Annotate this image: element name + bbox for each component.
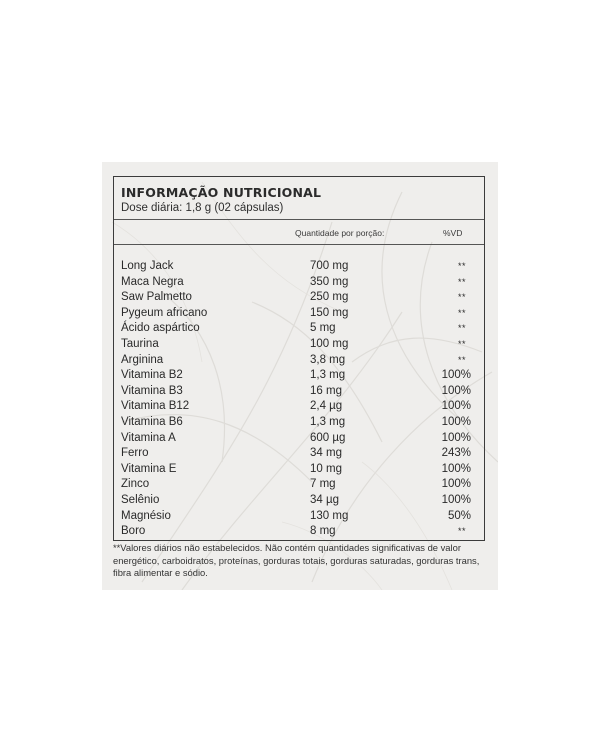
nutrient-vd: ** — [457, 276, 466, 287]
nutrient-vd: 243% — [441, 447, 471, 460]
nutrient-quantity: 100 mg — [310, 337, 349, 350]
nutrient-vd: 100% — [441, 493, 471, 506]
nutrient-quantity: 10 mg — [310, 462, 342, 475]
nutrient-name: Saw Palmetto — [121, 291, 192, 304]
table-row — [114, 399, 484, 415]
nutrition-label-card — [102, 162, 498, 590]
table-row — [114, 353, 484, 369]
table-row — [114, 368, 484, 384]
quantity-column-header: Quantidade por porção: — [295, 228, 385, 238]
nutrient-quantity: 7 mg — [310, 478, 336, 491]
nutrient-vd: ** — [457, 261, 466, 271]
nutrient-name: Zinco — [121, 478, 150, 491]
nutrient-name: Ferro — [121, 447, 149, 460]
nutrient-name: Arginina — [121, 353, 164, 366]
nutrient-name: Ácido aspártico — [121, 322, 200, 335]
table-row — [114, 321, 484, 337]
nutrient-vd: ** — [457, 323, 466, 334]
nutrient-quantity: 1,3 mg — [310, 369, 346, 382]
dose-subtitle: Dose diária: 1,8 g (02 cápsulas) — [121, 202, 284, 214]
nutrient-quantity: 3,8 mg — [310, 353, 346, 366]
table-row — [114, 384, 484, 400]
table-row — [114, 462, 484, 478]
nutrient-quantity: 8 mg — [310, 525, 336, 538]
nutrient-quantity: 700 mg — [310, 260, 349, 272]
nutrient-vd: 100% — [441, 400, 471, 413]
nutrient-quantity: 1,3 mg — [310, 415, 346, 428]
nutrient-name: Vitamina B3 — [121, 384, 183, 397]
table-row — [114, 259, 484, 275]
nutrient-vd: 100% — [441, 369, 471, 382]
table-row — [114, 275, 484, 291]
nutrient-vd: ** — [457, 307, 466, 318]
table-row — [114, 446, 484, 462]
nutrient-vd: ** — [457, 338, 466, 349]
table-row — [114, 290, 484, 306]
nutrient-quantity: 5 mg — [310, 322, 336, 335]
nutrient-vd: ** — [457, 526, 466, 537]
nutrient-name: Vitamina B12 — [121, 400, 190, 413]
table-row — [114, 337, 484, 353]
nutrient-name: Vitamina E — [121, 462, 177, 475]
nutrient-vd: 100% — [441, 462, 471, 475]
nutrient-name: Pygeum africano — [121, 306, 208, 319]
nutrient-name: Taurina — [121, 337, 159, 350]
nutrition-facts-panel — [113, 176, 485, 541]
nutrient-vd: ** — [457, 292, 466, 303]
table-row — [114, 306, 484, 322]
nutrient-name: Boro — [121, 525, 146, 538]
nutrient-name: Long Jack — [121, 260, 174, 272]
nutrient-quantity: 130 mg — [310, 509, 349, 522]
nutrient-name: Vitamina B6 — [121, 415, 183, 428]
nutrient-vd: ** — [457, 354, 466, 365]
nutrient-quantity: 34 µg — [310, 493, 340, 506]
nutrient-vd: 100% — [441, 415, 471, 428]
nutrient-vd: 100% — [441, 384, 471, 397]
panel-title: INFORMAÇÃO NUTRICIONAL — [121, 185, 322, 200]
nutrient-vd: 100% — [441, 478, 471, 491]
table-row — [114, 431, 484, 447]
nutrient-quantity: 34 mg — [310, 447, 342, 460]
nutrient-quantity: 2,4 µg — [310, 400, 343, 413]
nutrient-name: Vitamina B2 — [121, 369, 183, 382]
nutrient-quantity: 350 mg — [310, 275, 349, 288]
vd-column-header: %VD — [443, 228, 463, 238]
nutrient-name: Vitamina A — [121, 431, 176, 444]
nutrient-quantity: 250 mg — [310, 291, 349, 304]
nutrient-name: Selênio — [121, 493, 160, 506]
nutrient-name: Maca Negra — [121, 275, 184, 288]
nutrient-quantity: 600 µg — [310, 431, 346, 444]
nutrient-quantity: 150 mg — [310, 306, 349, 319]
table-row — [114, 509, 484, 525]
column-header-divider — [114, 244, 484, 245]
header-divider — [114, 219, 484, 220]
table-row — [114, 415, 484, 431]
nutrient-quantity: 16 mg — [310, 384, 342, 397]
table-row — [114, 524, 484, 540]
nutrient-name: Magnésio — [121, 509, 171, 522]
table-row — [114, 493, 484, 509]
table-row — [114, 477, 484, 493]
nutrient-vd: 50% — [447, 509, 471, 522]
footnote: **Valores diários não estabelecidos. Não contém quantidades significativas de valor energético, carboidratos, proteínas, gorduras totais, gorduras saturadas, gorduras trans, fibra alimentar e sódio. — [113, 542, 480, 579]
nutrient-vd: 100% — [441, 431, 471, 444]
nutrient-rows — [114, 259, 484, 540]
